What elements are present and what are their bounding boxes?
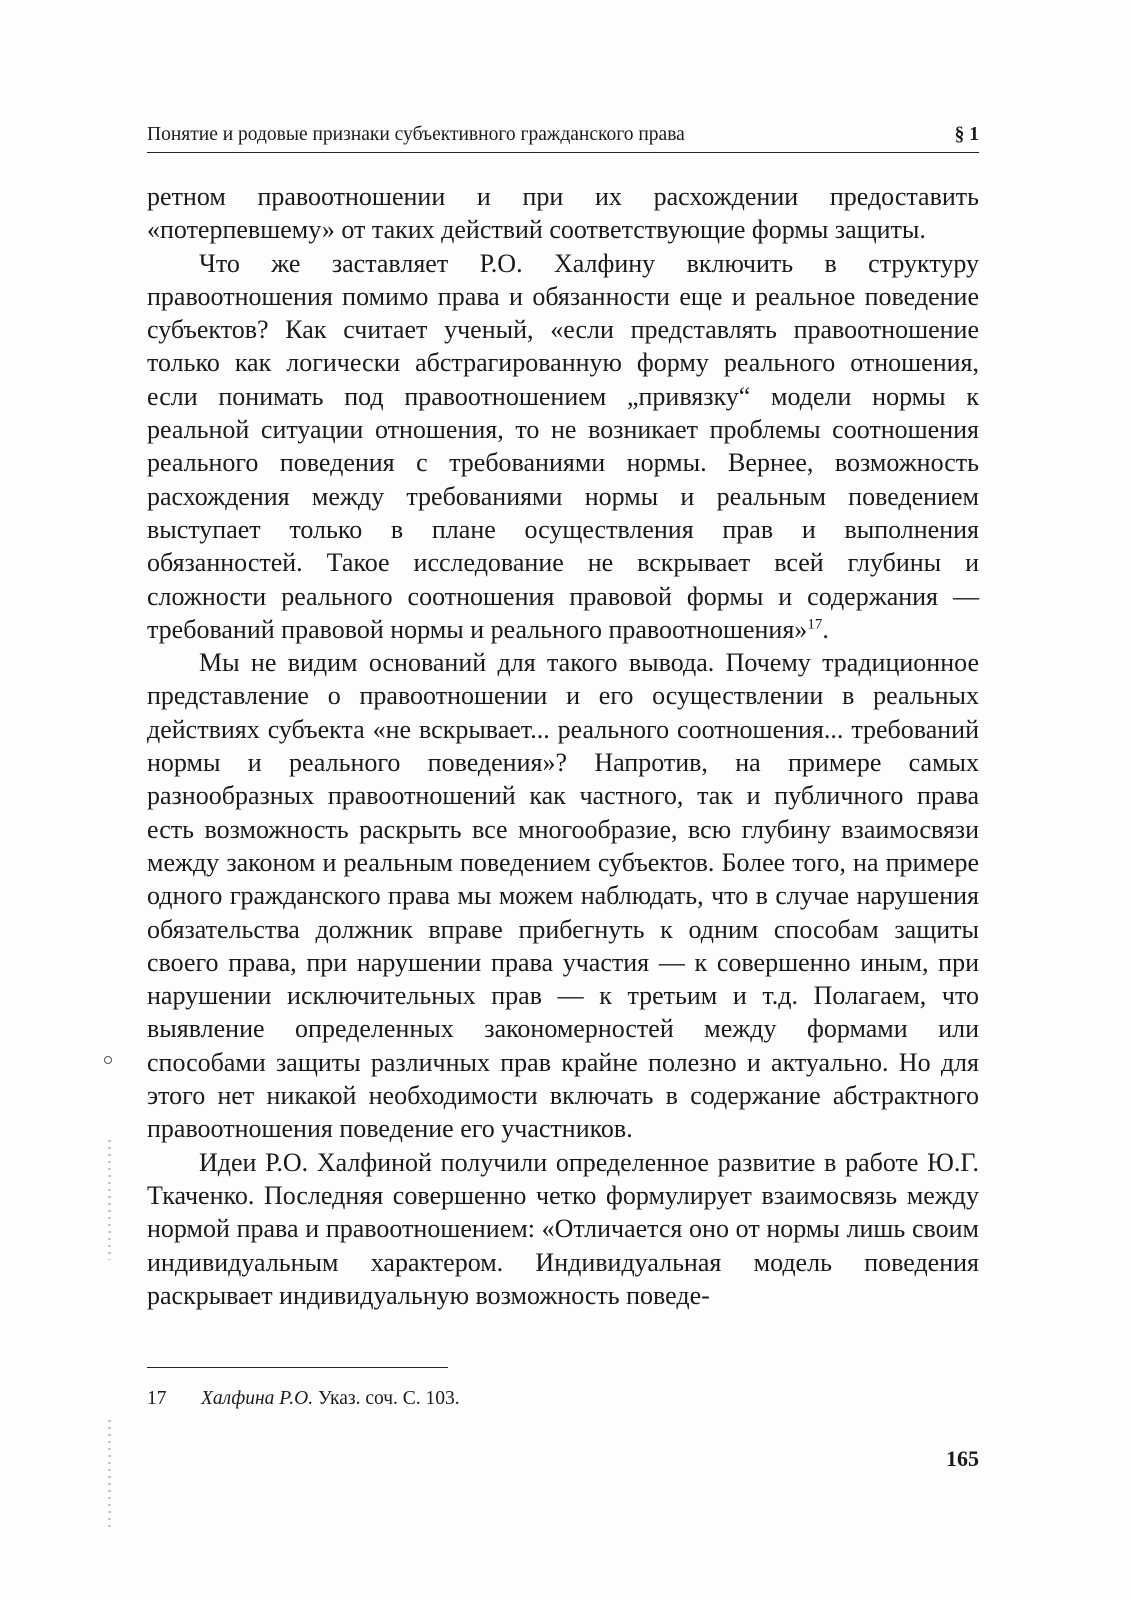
paragraph-continuation bbox=[147, 180, 979, 247]
footnote-number: 17 bbox=[147, 1388, 167, 1409]
footnote-author: Халфина Р.О. bbox=[201, 1388, 314, 1409]
running-head-title: Понятие и родовые признаки субъективного гражданского права bbox=[147, 124, 685, 145]
paragraph-text: Мы не видим оснований для такого вывода. Почему традиционное представление о правоотношении и его осуществлении в реальных действиях субъекта «не вскрывает... реального соотношения... требований нормы и реального поведения»? Напротив, на примере самых разнообразных правоотношений как частного, так и публичного права есть возможность раскрыть все многообразие, всю глубину взаимосвязи между законом и реальным поведением субъектов. Более того, на примере одного гражданского права мы можем наблюдать, что в случае нарушения обязательства должник вправе прибегнуть к одним способам защиты своего права, при нарушении права участия — к совершенно иным, при нарушении исключительных прав — к третьим и т.д. Полагаем, что выявление определенных закономерностей между формами или способами защиты различных прав крайне полезно и актуально. Но для этого нет никакой необходимости включать в содержание абстрактного правоотношения поведение его участников. bbox=[147, 648, 979, 1144]
paragraph bbox=[147, 646, 979, 1145]
paragraph-text: Идеи Р.О. Халфиной получили определенное развитие в работе Ю.Г. Ткаченко. Последняя совершенно четко формулирует взаимосвязь между нормой права и правоотношением: «Отличается оно от нормы лишь своим индивидуальным характером. Индивидуальная модель поведения раскрывает индивидуальную возможность поведе- bbox=[147, 1147, 979, 1310]
footnote-text: Указ. соч. С. 103. bbox=[317, 1388, 460, 1409]
running-head bbox=[147, 122, 979, 153]
paragraph bbox=[147, 1146, 979, 1312]
paragraph-tail: . bbox=[822, 614, 829, 644]
paragraph-text: ретном правоотношении и при их расхождении предоставить «потерпевшему» от таких действий соответствующие формы защиты. bbox=[147, 182, 979, 245]
footnote bbox=[147, 1386, 460, 1412]
running-head-section: § 1 bbox=[954, 124, 979, 145]
paragraph-text: Что же заставляет Р.О. Халфину включить в структуру правоотношения помимо права и обязанности еще и реальное поведение субъектов? Как считает ученый, «если представлять правоотношение только как логически абстрагированную форму реального отношения, если понимать под правоотношением „привязку“ модели нормы к реальной ситуации отношения, то не возникает проблемы соотношения реального поведения с требованиями нормы. Вернее, возможность расхождения между требованиями нормы и реальным поведением выступает только в плане осуществления прав и выполнения обязанностей. Такое исследование не вскрывает всей глубины и сложности реального соотношения правовой формы и содержания — требований правовой нормы и реального правоотношения» bbox=[147, 248, 979, 644]
scan-edge-artifact bbox=[108, 1420, 111, 1530]
margin-mark-icon bbox=[104, 1056, 112, 1064]
scan-edge-artifact bbox=[108, 1140, 111, 1260]
footnote-reference[interactable]: 17 bbox=[807, 616, 823, 633]
page-number: 165 bbox=[946, 1446, 979, 1471]
main-text bbox=[147, 180, 979, 1312]
paragraph bbox=[147, 247, 979, 647]
footnote-divider bbox=[147, 1367, 448, 1368]
